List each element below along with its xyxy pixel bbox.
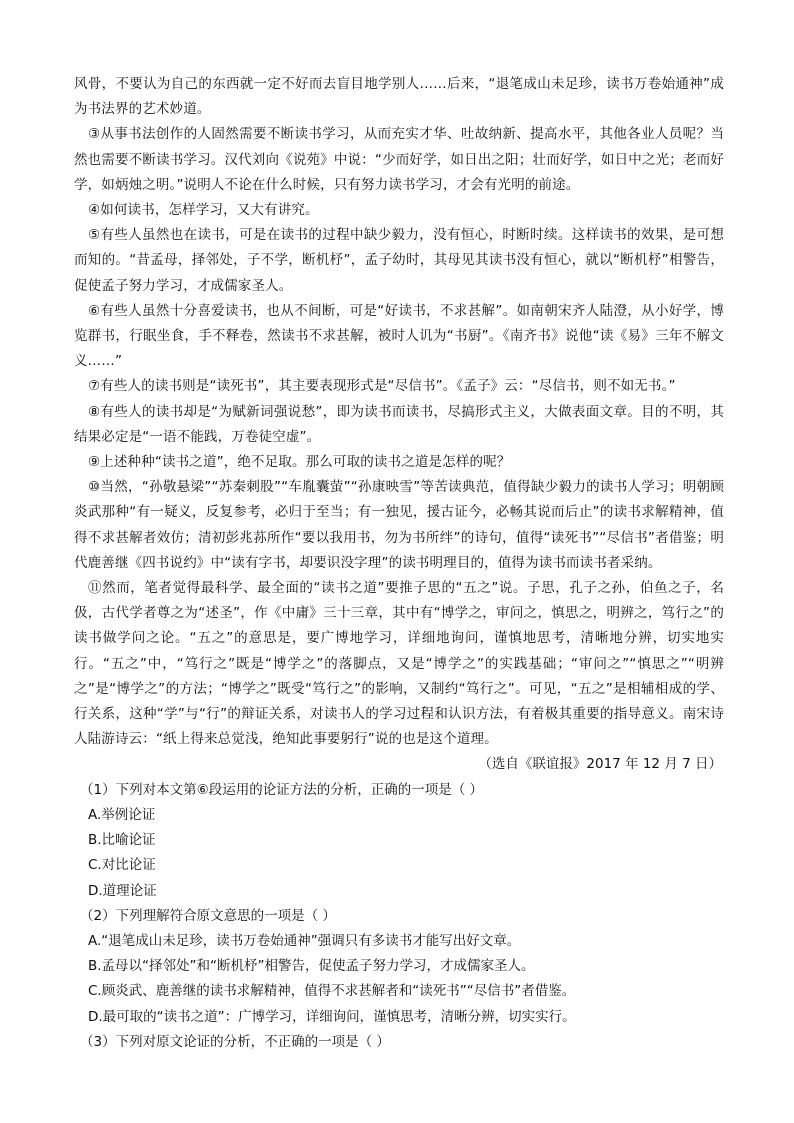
answer-option: B.比喻论证 bbox=[88, 832, 156, 849]
article-paragraph: ⑥有些人虽然十分喜爱读书，也从不间断，可是“好读书，不求甚解”。如南朝宋齐人陆澄，从小好学，博览群书，行眠坐食，手不释卷，然读书不求甚解，被时人讥为“书厨”。《南齐书》说他“读《易》三年不解文义……” bbox=[74, 302, 724, 370]
answer-option: A.举例论证 bbox=[88, 806, 156, 823]
article-paragraph: ⑦有些人的读书则是“读死书”，其主要表现形式是“尽信书”。《孟子》云：“尽信书，则不如无书。” bbox=[88, 378, 676, 395]
question-stem: （1）下列对本文第⑥段运用的论证方法的分析，正确的一项是（ ） bbox=[80, 781, 483, 798]
article-paragraph: ⑨上述种种“读书之道”，绝不足取。那么可取的读书之道是怎样的呢？ bbox=[88, 454, 511, 471]
question-section bbox=[74, 778, 724, 1055]
answer-option: D.道理论证 bbox=[88, 882, 157, 899]
article-paragraph: ⑧有些人的读书却是“为赋新词强说愁”，即为读书而读书，尽搞形式主义，大做表面文章。目的不明，其结果必定是“一语不能践，万卷徒空虚”。 bbox=[74, 403, 724, 445]
answer-option: C.顾炎武、鹿善继的读书求解精神，值得不求甚解者和“读死书”“尽信书”者借鉴。 bbox=[88, 983, 576, 1000]
article-body bbox=[74, 72, 724, 752]
answer-option: B.孟母以“择邻处”和“断机杼”相警告，促使孟子努力学习，才成儒家圣人。 bbox=[88, 958, 535, 975]
article-paragraph: ④如何读书，怎样学习，又大有讲究。 bbox=[88, 202, 319, 219]
answer-option: D.最可取的“读书之道”：广博学习，详细询问，谨慎思考，清晰分辨，切实实行。 bbox=[88, 1008, 576, 1025]
document-page bbox=[74, 72, 724, 1055]
article-paragraph: ⑪然而，笔者觉得最科学、最全面的“读书之道”要推子思的“五之”说。子思，孔子之孙，伯鱼之子，名伋，古代学者尊之为“述圣”，作《中庸》三十三章，其中有“博学之，审问之，慎思之，明辨之，笃行之”的读书做学问之论。“五之”的意思是，要广博地学习，详细地询问，谨慎地思考，清晰地分辨，切实地实行。“五之”中，“笃行之”既是“博学之”的落脚点，又是“博学之”的实践基础；“审问之”“慎思之”“明辨之”是“博学之”的方法；“博学之”既受“笃行之”的影响，又制约“笃行之”。可见，“五之”是相辅相成的学、行关系，这种“学”与“行”的辩证关系，对读书人的学习过程和认识方法，有着极其重要的指导意义。南宋诗人陆游诗云：“纸上得来总觉浅，绝知此事要躬行”说的也是这个道理。 bbox=[74, 580, 724, 748]
article-paragraph: ⑩当然，“孙敬悬梁”“苏秦刺股”“车胤囊萤”“孙康映雪”等苦读典范，值得缺少毅力的读书人学习；明朝顾炎武那种“有一疑义，反复参考，必归于至当；有一独见，援古证今，必畅其说而后止”的读书求解精神，值得不求甚解者效仿；清初彭兆荪所作“要以我用书，勿为书所绊”的诗句，值得“读死书”“尽信书”者借鉴；明代鹿善继《四书说约》中“读有字书，却要识没字理”的读书明理目的，值得为读书而读书者采纳。 bbox=[74, 479, 724, 571]
article-paragraph: ⑤有些人虽然也在读书，可是在读书的过程中缺少毅力，没有恒心，时断时续。这样读书的效果，是可想而知的。“昔孟母，择邻处，子不学，断机杼”，孟子幼时，其母见其读书没有恒心，就以“断机杼”相警告，促使孟子努力学习，才成儒家圣人。 bbox=[74, 227, 724, 294]
option-list bbox=[74, 803, 724, 904]
answer-option: A.“退笔成山未足珍，读书万卷始通神”强调只有多读书才能写出好文章。 bbox=[88, 932, 521, 949]
article-paragraph: 风骨，不要认为自己的东西就一定不好而去盲目地学别人……后来，“退笔成山未足珍，读书万卷始通神”成为书法界的艺术妙道。 bbox=[74, 76, 724, 118]
question-stem: （2）下列理解符合原文意思的一项是（ ） bbox=[80, 907, 336, 924]
article-paragraph: ③从事书法创作的人固然需要不断读书学习，从而充实才华、吐故纳新、提高水平，其他各业人员呢？当然也需要不断读书学习。汉代刘向《说苑》中说：“少而好学，如日出之阳；壮而好学，如日中之光；老而好学，如炳烛之明。”说明人不论在什么时候，只有努力读书学习，才会有光明的前途。 bbox=[74, 126, 724, 193]
option-list bbox=[74, 929, 724, 1030]
answer-option: C.对比论证 bbox=[88, 857, 156, 874]
question-stem: （3）下列对原文论证的分析，不正确的一项是（ ） bbox=[80, 1033, 390, 1050]
source-citation: （选自《联谊报》2017 年 12 月 7 日） bbox=[478, 756, 722, 773]
